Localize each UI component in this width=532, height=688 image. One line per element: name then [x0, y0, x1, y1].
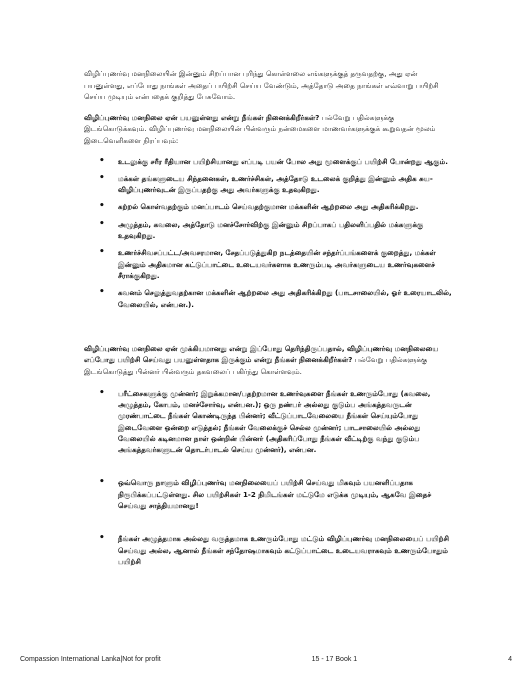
intro-paragraph: விழிப்புணர்வு மனநிலையின் இன்னும் சிறப்பான புரிந்து கொள்ளலை எங்களுக்குத் தருவதற்கு, அது ஏன் பயனுள்ளது, எப்போது நாங்கள் அதைப் பயிற்சி செய்ய வேண்டும், அத்தோடு அதை நாங்கள் எவ்வாறு பயிற்சி செய்ய முடியும் என்பதைக் குறித்து பேசுவோம்.	[84, 69, 439, 102]
bullet-icon: •	[99, 387, 105, 398]
list-item: • கவனம் செலுத்துவதற்கான மக்களின் ஆற்றலை அது அதிகரிக்கிறது (பாடசாலையில், ஓர் உரையாடலில், வேலையில், என்பன.).	[99, 287, 452, 309]
bullet-icon: •	[99, 218, 105, 229]
list-item: • அழுத்தம், கவலை, அத்தோடு மனச்சோர்விற்கு இன்னும் சிறப்பாகப் பதிலளிப்பதில் மக்களுக்கு உதவுகிறது.	[99, 218, 424, 241]
page-number: 4	[508, 656, 512, 663]
list-item: • மக்கள் தங்களுடைய சிந்தனைகள், உணர்ச்சிகள், அத்தோடு உடலைக் குறித்து இன்னும் அதிக சுய-விழிப்புணர்வுடன் இருப்பதற்கு அது அவர்களுக்கு உதவுகிறது.	[99, 172, 433, 195]
footer-book: 15 - 17 Book 1	[311, 656, 358, 663]
question-instruction: பல்வேறு பதில்களுக்கு இடங்கொடுக்கவும். விழிப்புணர்வு மனநிலையின் பின்வரும் நன்மைகளை மாணவர்களுக்குக் கூறுவதன் மூலம் இடைவெளிகளை நிரப்பவும்:	[84, 112, 436, 145]
bullet-icon: •	[99, 155, 105, 166]
bullet-icon: •	[99, 172, 105, 183]
list-item: • உடலுக்கு சரீர ரீதியான பயிற்சியானது எப்படி பயன் போல அது மூளைக்குப் பயிற்சி போன்றது ஆகும்.	[99, 155, 448, 166]
list-item: • கற்றல் கொள்வதற்கும் மனப்பாடம் செய்வதற்குமான மக்களின் ஆற்றலை அது அதிகரிக்கிறது.	[99, 201, 419, 212]
list-item: • உணர்ச்சிவசப்பட்ட/அவசரமான, சேதப்படுத்துகிற நடத்தையின் சந்தர்ப்பங்களைக் குறைத்து, மக்கள் இன்னும் அதிகமான கட்டுப்பாட்டை உடையவர்களாக உணரும்படி அவர்களுடைய உணர்வுகளைச் சீராக்குகிறது.	[99, 247, 436, 280]
section2-question: விழிப்புணர்வு மனநிலை ஏன் முக்கியமானது என்று இப்போது தெரிந்திருப்பதால், விழிப்புணர்வு மனநிலையை எப்போது பயிற்சி செய்வது பயனுள்ளதாக இருக்கும் என்று நீங்கள் நினைக்கிறீர்கள்?	[84, 343, 439, 365]
list-item: • பரீட்சைகளுக்கு முன்னர்; இறுக்கமான/பதற்றமான உணர்வுகளை நீங்கள் உணரும்போது (கவலை, அழுத்தம், கோபம், மனச்சோர்வு, என்பன.); ஒரு நண்பர் அல்லது குடும்ப அங்கத்தவருடன் முரண்பாட்டை நீங்கள் கொண்டிருந்த பின்னர்; வீட்டுப்பாடவேலையை நீங்கள் செய்யும்போது இடைவேளை ஒன்றை எடுத்தல்; நீங்கள் வேலைக்குச் செல்ல முன்னர்; பாடசாலையில் அல்லது வேலையில் கடினமான நாள் ஒன்றின் பின்னர் (அதிகரிப்போது நீங்கள் வீட்டிற்கு வந்து குடும்ப அங்கத்தவர்களுடன் தொடர்பாடல் செய்ய முன்னர்), என்பன.	[99, 387, 431, 455]
footer-organization: Compassion International Lanka|Not for profit	[20, 656, 161, 663]
page-footer	[20, 656, 512, 663]
section2-instruction: பல்வேறு பதில்களுக்கு இடங்கொடுத்து பின்னர் பின்வரும் தகவலைப் பகிர்ந்து கொள்ளவும்.	[84, 355, 428, 377]
page-content	[84, 68, 454, 589]
list-item: • நீங்கள் அழுத்தமாக அல்லது வருத்தமாக உணரும்போது மட்டும் விழிப்புணர்வு மனநிலையைப் பயிற்சி செய்வது அல்ல, ஆனால் நீங்கள் சந்தோஷமாகவும் கட்டுப்பாட்டை உடையவராகவும் உணரும்போதும் பயிற்சி	[99, 533, 450, 566]
section2-paragraph	[84, 343, 454, 378]
bullet-icon: •	[99, 287, 105, 298]
benefits-list	[84, 156, 454, 310]
bullet-icon: •	[99, 247, 105, 258]
bullet-icon: •	[99, 477, 105, 488]
practice-times-list	[84, 388, 454, 568]
question-paragraph	[84, 112, 454, 147]
bullet-icon: •	[99, 533, 105, 544]
list-item: • ஒவ்வொரு நாளும் விழிப்புணர்வு மனநிலையைப் பயிற்சி செய்வது மிகவும் பயனளிப்பதாக நிரூபிக்கப்பட்டுள்ளது. சில பயிற்சிகள் 1-2 நிமிடங்கள் மட்டுமே எடுக்க முடியும், ஆகவே இதைச் செய்வது சாத்தியமானது!	[99, 477, 432, 510]
bullet-icon: •	[99, 201, 105, 212]
question-text: விழிப்புணர்வு மனநிலை ஏன் பயனுள்ளது என்று நீங்கள் நினைக்கிறீர்கள்?	[84, 112, 320, 122]
